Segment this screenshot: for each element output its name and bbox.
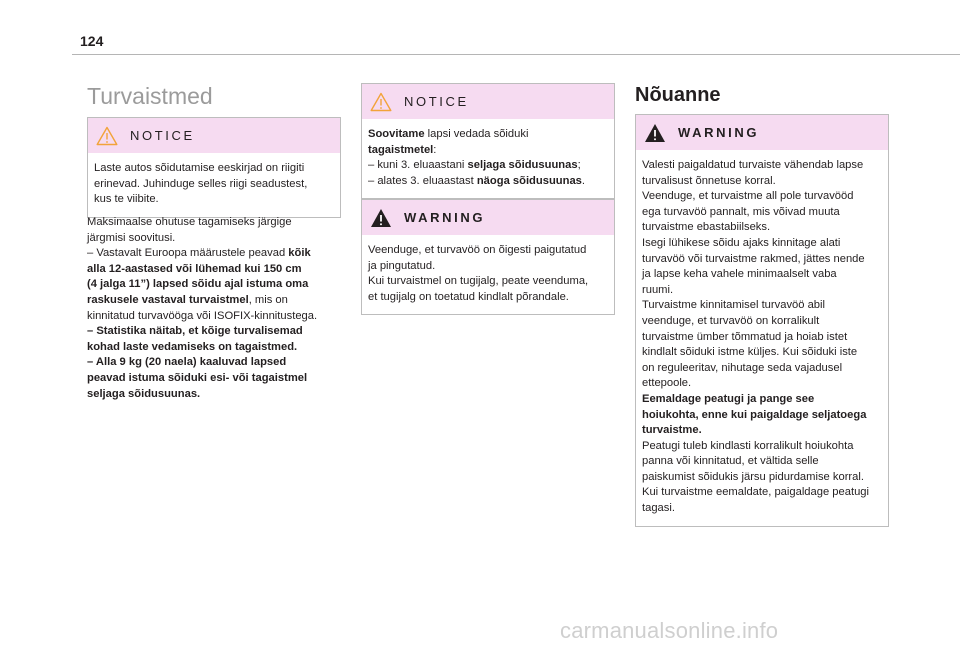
bold-segment: seljaga sõidusuunas. bbox=[87, 387, 201, 400]
text-line: Peatugi tuleb kindlasti korralikult hoiukohta bbox=[642, 439, 854, 452]
notice-box-rear-seats bbox=[361, 83, 615, 199]
text-line: tagasi. bbox=[642, 502, 675, 515]
bold-segment: Soovitame bbox=[368, 128, 425, 140]
notice-line: erinevad. Juhinduge selles riigi seadustest, bbox=[94, 177, 308, 190]
notice-warning-triangle-icon bbox=[370, 92, 392, 112]
bold-segment: kohad laste vedamiseks on tagaistmed. bbox=[87, 340, 298, 353]
text-line bbox=[368, 158, 608, 174]
page-title: Turvaistmed bbox=[87, 83, 213, 109]
text-line bbox=[368, 143, 608, 159]
text-line: kinnitatud turvavööga või ISOFIX-kinnitustega. bbox=[87, 309, 318, 322]
bold-segment: tagaistmetel bbox=[368, 143, 434, 156]
text-line bbox=[87, 387, 339, 403]
text-line bbox=[368, 174, 608, 190]
text-line bbox=[87, 371, 339, 387]
text-line: Maksimaalse ohutuse tagamiseks järgige bbox=[87, 216, 292, 228]
warning-triangle-icon bbox=[370, 208, 392, 228]
warning-box-body bbox=[636, 150, 888, 526]
text-line: turvalisust õnnetuse korral. bbox=[642, 174, 776, 187]
text-segment: : bbox=[433, 143, 437, 156]
warning-box-body bbox=[362, 235, 614, 314]
text-line: Veenduge, et turvavöö on õigesti paigutatud bbox=[368, 244, 587, 256]
warning-label: WARNING bbox=[678, 125, 760, 140]
text-line bbox=[87, 340, 339, 356]
text-segment: – Vastavalt Euroopa määrustele peavad bbox=[87, 247, 289, 260]
text-segment: lapsi vedada sõiduki bbox=[424, 128, 529, 140]
notice-box-child-rules bbox=[87, 117, 341, 218]
safety-recommendations-text bbox=[87, 215, 339, 402]
notice-label: NOTICE bbox=[130, 128, 195, 143]
bold-line: Eemaldage peatugi ja pange see bbox=[642, 392, 815, 405]
text-line: ruumi. bbox=[642, 283, 674, 296]
text-line: Isegi lühikese sõidu ajaks kinnitage alati bbox=[642, 236, 841, 249]
text-line: turvavöö või turvaistme rakmed, jättes nende bbox=[642, 252, 865, 265]
text-line: Veenduge, et turvaistme all pole turvavööd bbox=[642, 190, 854, 203]
text-line: ega turvavöö pannalt, mis võivad muuta bbox=[642, 205, 840, 218]
text-line: kindlalt sõiduki istme küljes. Kui sõiduki iste bbox=[642, 346, 858, 359]
text-segment: . bbox=[581, 174, 586, 187]
header-divider bbox=[72, 54, 960, 55]
bold-segment: alla 12-aastased või lühemad kui 150 cm bbox=[87, 262, 302, 275]
text-line: turvaistme ümber tõmmatud ja hoiab istet bbox=[642, 330, 848, 343]
text-line: on reguleeritav, nihutage seda vajadusel bbox=[642, 361, 843, 374]
text-line: veenduge, et turvavöö on korralikult bbox=[642, 314, 820, 327]
text-line: ja lapse keha vahele minimaalselt vaba bbox=[642, 268, 837, 281]
text-line bbox=[87, 262, 339, 278]
page-number: 124 bbox=[80, 33, 104, 49]
text-segment: ; bbox=[577, 159, 581, 172]
bold-segment: (4 jalga 11”) lapsed sõidu ajal istuma oma bbox=[87, 278, 309, 291]
text-line: turvaistme ebastabiilseks. bbox=[642, 221, 771, 234]
notice-warning-triangle-icon bbox=[96, 126, 118, 146]
warning-box-seatbelt bbox=[361, 199, 615, 315]
bold-line: hoiukohta, enne kui paigaldage seljatoega bbox=[642, 408, 867, 421]
bold-segment: näoga sõidusuunas bbox=[476, 174, 582, 187]
notice-box-body bbox=[88, 153, 340, 217]
bold-segment: raskusele vastaval turvaistmel bbox=[87, 293, 249, 306]
notice-box-header bbox=[362, 84, 614, 119]
notice-line: Laste autos sõidutamise eeskirjad on riigiti bbox=[94, 162, 305, 174]
bold-segment: peavad istuma sõiduki esi- või tagaistmel bbox=[87, 371, 308, 384]
warning-triangle-icon bbox=[644, 123, 666, 143]
bold-segment: kõik bbox=[288, 247, 311, 260]
text-line: Turvaistme kinnitamisel turvavöö abil bbox=[642, 299, 826, 312]
warning-box-header bbox=[362, 200, 614, 235]
text-line: Kui turvaistmel on tugijalg, peate veenduma, bbox=[368, 275, 589, 288]
text-line: Kui turvaistme eemaldate, paigaldage peatugi bbox=[642, 486, 870, 499]
text-segment: – alates 3. eluaastast bbox=[368, 174, 477, 187]
text-line bbox=[87, 293, 339, 309]
text-line: Valesti paigaldatud turvaiste vähendab lapse bbox=[642, 159, 864, 171]
site-watermark: carmanualsonline.info bbox=[560, 618, 779, 643]
warning-label: WARNING bbox=[404, 210, 486, 225]
bold-segment: – Statistika näitab, et kõige turvalisemad bbox=[87, 325, 303, 338]
text-line: et tugijalg on toetatud kindlalt põrandale. bbox=[368, 290, 569, 303]
text-line bbox=[87, 324, 339, 340]
bold-line: turvaistme. bbox=[642, 424, 702, 437]
notice-box-body bbox=[362, 119, 614, 198]
text-segment: – kuni 3. eluaastani bbox=[368, 159, 468, 172]
notice-label: NOTICE bbox=[404, 94, 469, 109]
text-line bbox=[87, 277, 339, 293]
notice-box-header bbox=[88, 118, 340, 153]
text-line: ja pingutatud. bbox=[368, 259, 436, 272]
section-heading-advice: Nõuanne bbox=[635, 84, 721, 106]
text-line: järgmisi soovitusi. bbox=[87, 231, 176, 244]
bold-segment: seljaga sõidusuunas bbox=[467, 159, 578, 172]
text-line: ettepoole. bbox=[642, 377, 692, 390]
text-line bbox=[368, 127, 608, 143]
text-segment: , mis on bbox=[248, 293, 288, 306]
warning-box-header bbox=[636, 115, 888, 150]
text-line: paiskumist sõidukis järsu pidurdamise korral. bbox=[642, 470, 864, 483]
warning-box-installation bbox=[635, 114, 889, 527]
notice-line: kus te viibite. bbox=[94, 193, 159, 206]
text-line bbox=[87, 355, 339, 371]
text-line bbox=[87, 246, 339, 262]
bold-segment: – Alla 9 kg (20 naela) kaaluvad lapsed bbox=[87, 356, 287, 369]
text-line: panna või kinnitatud, et vältida selle bbox=[642, 455, 819, 468]
